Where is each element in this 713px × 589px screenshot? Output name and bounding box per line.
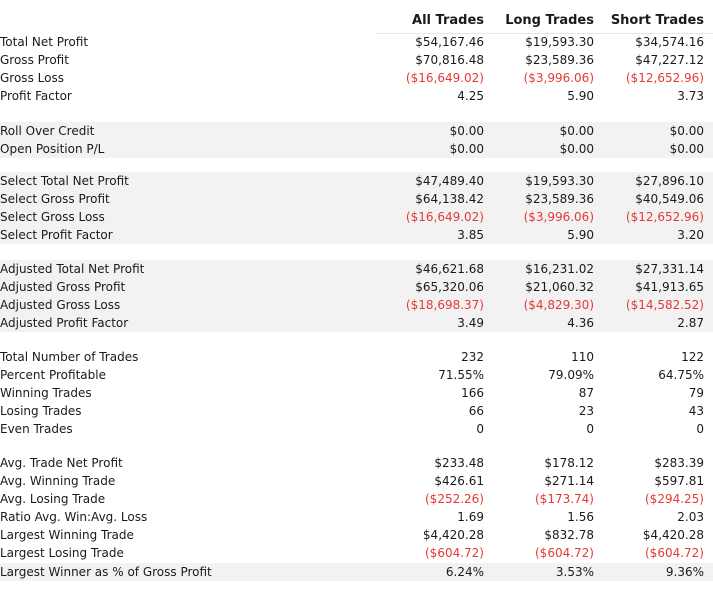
short-trades-value: 2.03 — [677, 510, 704, 524]
stat-label: Avg. Winning Trade — [0, 474, 116, 488]
stat-label: Ratio Avg. Win:Avg. Loss — [0, 510, 148, 524]
stat-row — [0, 190, 713, 208]
short-trades-value: $4,420.28 — [642, 528, 704, 542]
all-trades-value: $46,621.68 — [415, 262, 484, 276]
long-trades-value: $19,593.30 — [525, 174, 594, 188]
stat-label: Losing Trades — [0, 404, 82, 418]
long-trades-value: 5.90 — [567, 89, 594, 103]
stat-row — [0, 563, 713, 581]
stat-label: Select Total Net Profit — [0, 174, 129, 188]
all-trades-value: 66 — [468, 404, 484, 418]
stat-label: Largest Losing Trade — [0, 546, 124, 560]
section-adjusted — [0, 260, 713, 332]
short-trades-value: 43 — [688, 404, 704, 418]
section-averages — [0, 454, 713, 562]
all-trades-value: $54,167.46 — [415, 35, 484, 49]
all-trades-value: ($16,649.02) — [405, 210, 484, 224]
long-trades-value: $271.14 — [544, 474, 594, 488]
long-trades-value: $0.00 — [559, 124, 594, 138]
all-trades-value: $0.00 — [449, 124, 484, 138]
short-trades-value: $27,896.10 — [635, 174, 704, 188]
stat-label: Gross Profit — [0, 53, 69, 67]
long-trades-value: ($3,996.06) — [523, 71, 594, 85]
header-long-trades: Long Trades — [505, 13, 594, 28]
stat-label: Largest Winner as % of Gross Profit — [0, 565, 212, 579]
stat-label: Avg. Losing Trade — [0, 492, 106, 506]
stat-row — [0, 51, 713, 69]
stat-row — [0, 172, 713, 190]
stat-label: Profit Factor — [0, 89, 72, 103]
short-trades-value: 122 — [681, 350, 704, 364]
short-trades-value: 9.36% — [665, 565, 704, 579]
short-trades-value: $0.00 — [669, 124, 704, 138]
short-trades-value: 3.20 — [677, 228, 704, 242]
stat-label: Select Gross Profit — [0, 192, 110, 206]
stat-label: Adjusted Total Net Profit — [0, 262, 145, 276]
short-trades-value: ($604.72) — [645, 546, 704, 560]
all-trades-value: $65,320.06 — [415, 280, 484, 294]
long-trades-value: $23,589.36 — [525, 192, 594, 206]
stat-row — [0, 454, 713, 472]
stat-label: Total Net Profit — [0, 35, 89, 49]
long-trades-value: 87 — [578, 386, 594, 400]
long-trades-value: $21,060.32 — [525, 280, 594, 294]
stat-row — [0, 69, 713, 87]
column-headers — [0, 13, 713, 33]
short-trades-value: $47,227.12 — [635, 53, 704, 67]
short-trades-value: $597.81 — [654, 474, 704, 488]
long-trades-value: $23,589.36 — [525, 53, 594, 67]
long-trades-value: $0.00 — [559, 142, 594, 156]
long-trades-value: $178.12 — [544, 456, 594, 470]
long-trades-value: 1.56 — [567, 510, 594, 524]
short-trades-value: 0 — [696, 422, 704, 436]
all-trades-value: $233.48 — [434, 456, 484, 470]
stat-row — [0, 140, 713, 158]
long-trades-value: ($3,996.06) — [523, 210, 594, 224]
all-trades-value: ($604.72) — [425, 546, 484, 560]
stat-label: Adjusted Gross Profit — [0, 280, 126, 294]
stat-label: Total Number of Trades — [0, 350, 139, 364]
all-trades-value: $70,816.48 — [415, 53, 484, 67]
stat-row — [0, 472, 713, 490]
stat-label: Percent Profitable — [0, 368, 106, 382]
short-trades-value: 3.73 — [677, 89, 704, 103]
long-trades-value: 5.90 — [567, 228, 594, 242]
short-trades-value: ($294.25) — [645, 492, 704, 506]
stat-label: Largest Winning Trade — [0, 528, 134, 542]
all-trades-value: 1.69 — [457, 510, 484, 524]
stat-row — [0, 420, 713, 438]
long-trades-value: 23 — [578, 404, 594, 418]
section-trade-counts — [0, 348, 713, 438]
short-trades-value: $283.39 — [654, 456, 704, 470]
long-trades-value: 0 — [586, 422, 594, 436]
section-largest-winner — [0, 563, 713, 581]
stat-row — [0, 260, 713, 278]
long-trades-value: 4.36 — [567, 316, 594, 330]
stat-label: Roll Over Credit — [0, 124, 95, 138]
all-trades-value: 6.24% — [445, 565, 484, 579]
short-trades-value: ($12,652.96) — [625, 210, 704, 224]
stat-label: Adjusted Profit Factor — [0, 316, 129, 330]
all-trades-value: 3.85 — [457, 228, 484, 242]
stat-label: Select Gross Loss — [0, 210, 105, 224]
long-trades-value: ($173.74) — [535, 492, 594, 506]
stat-row — [0, 526, 713, 544]
stat-row — [0, 208, 713, 226]
long-trades-value: 79.09% — [548, 368, 594, 382]
stat-row — [0, 490, 713, 508]
stat-row — [0, 384, 713, 402]
stat-label: Adjusted Gross Loss — [0, 298, 121, 312]
all-trades-value: ($18,698.37) — [405, 298, 484, 312]
short-trades-value: 2.87 — [677, 316, 704, 330]
long-trades-value: $19,593.30 — [525, 35, 594, 49]
short-trades-value: $34,574.16 — [635, 35, 704, 49]
section-select — [0, 172, 713, 244]
short-trades-value: $0.00 — [669, 142, 704, 156]
all-trades-value: ($16,649.02) — [405, 71, 484, 85]
stat-row — [0, 122, 713, 140]
stat-label: Winning Trades — [0, 386, 92, 400]
short-trades-value: 79 — [688, 386, 704, 400]
stat-row — [0, 402, 713, 420]
stat-row — [0, 226, 713, 244]
all-trades-value: $47,489.40 — [415, 174, 484, 188]
header-short-trades: Short Trades — [610, 13, 704, 28]
header-all-trades: All Trades — [412, 13, 484, 28]
all-trades-value: $64,138.42 — [415, 192, 484, 206]
short-trades-value: $27,331.14 — [635, 262, 704, 276]
stat-row — [0, 278, 713, 296]
short-trades-value: ($12,652.96) — [625, 71, 704, 85]
stat-label: Even Trades — [0, 422, 73, 436]
all-trades-value: 3.49 — [457, 316, 484, 330]
short-trades-value: $41,913.65 — [635, 280, 704, 294]
long-trades-value: ($4,829.30) — [523, 298, 594, 312]
short-trades-value: $40,549.06 — [635, 192, 704, 206]
all-trades-value: 71.55% — [438, 368, 484, 382]
stat-row — [0, 296, 713, 314]
long-trades-value: 110 — [571, 350, 594, 364]
long-trades-value: 3.53% — [555, 565, 594, 579]
all-trades-value: 232 — [461, 350, 484, 364]
all-trades-value: 166 — [461, 386, 484, 400]
stat-label: Avg. Trade Net Profit — [0, 456, 123, 470]
stat-label: Open Position P/L — [0, 142, 105, 156]
stat-row — [0, 508, 713, 526]
short-trades-value: ($14,582.52) — [625, 298, 704, 312]
stat-row — [0, 544, 713, 562]
short-trades-value: 64.75% — [658, 368, 704, 382]
long-trades-value: $16,231.02 — [525, 262, 594, 276]
stat-row — [0, 87, 713, 105]
all-trades-value: $426.61 — [434, 474, 484, 488]
stat-row — [0, 366, 713, 384]
all-trades-value: 4.25 — [457, 89, 484, 103]
long-trades-value: ($604.72) — [535, 546, 594, 560]
all-trades-value: 0 — [476, 422, 484, 436]
all-trades-value: ($252.26) — [425, 492, 484, 506]
section-profit — [0, 33, 713, 105]
section-rollover — [0, 122, 713, 158]
stat-row — [0, 314, 713, 332]
stat-row — [0, 33, 713, 51]
stat-row — [0, 348, 713, 366]
long-trades-value: $832.78 — [544, 528, 594, 542]
all-trades-value: $4,420.28 — [422, 528, 484, 542]
all-trades-value: $0.00 — [449, 142, 484, 156]
stat-label: Select Profit Factor — [0, 228, 113, 242]
stat-label: Gross Loss — [0, 71, 64, 85]
